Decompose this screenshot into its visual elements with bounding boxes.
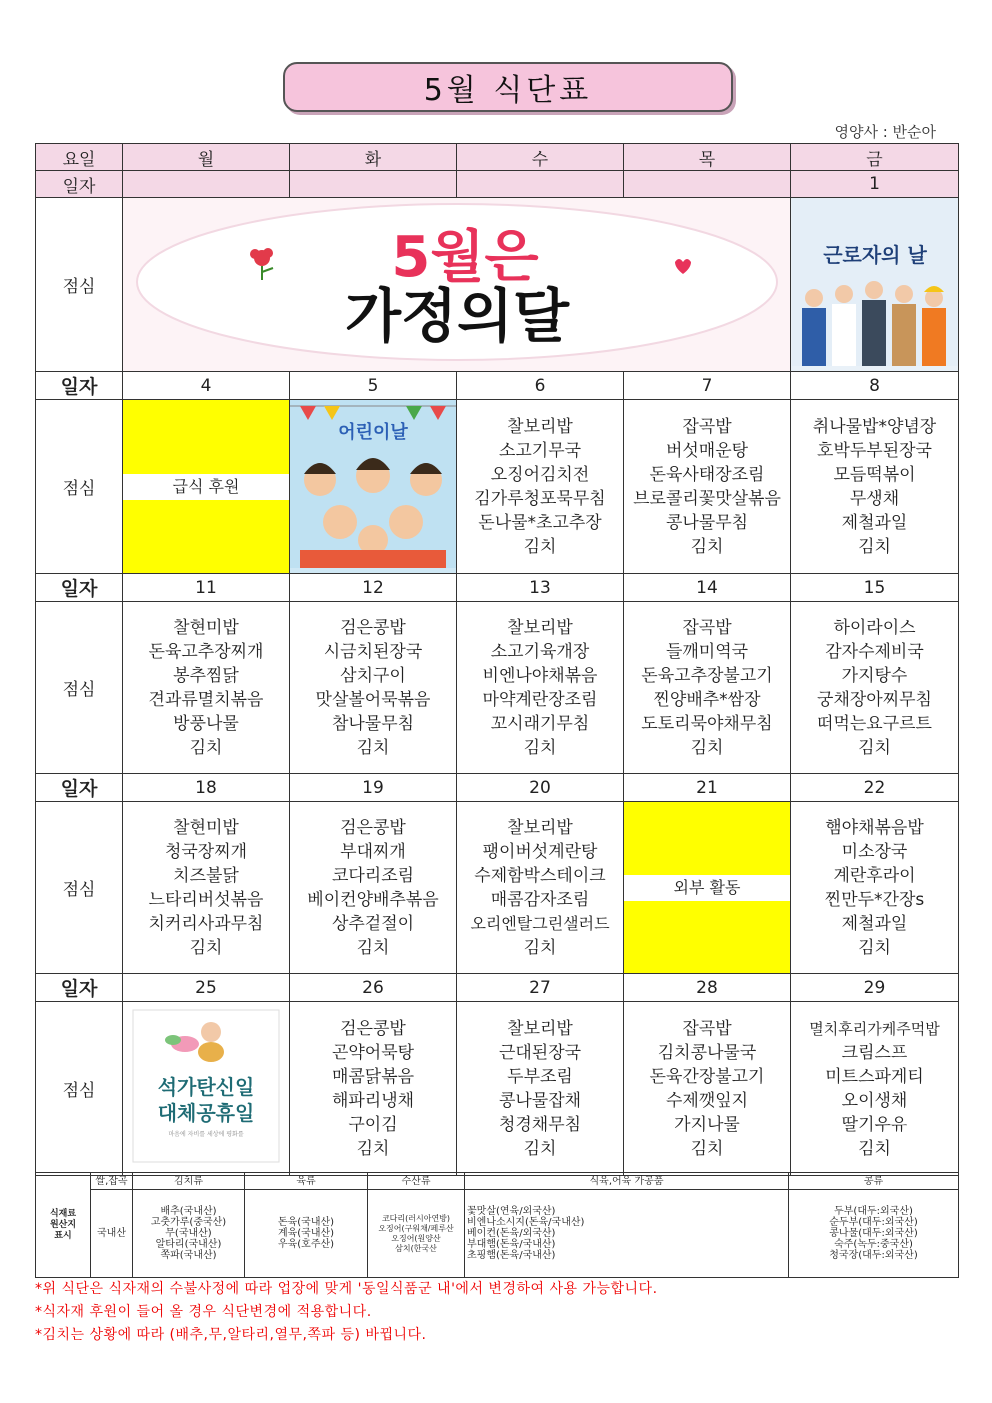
menu-item: 김치콩나물국 bbox=[657, 1042, 757, 1063]
date-label: 일자 bbox=[36, 974, 123, 1002]
date-cell: 25 bbox=[123, 974, 290, 1002]
sponsor-event-label: 급식 후원 bbox=[123, 474, 289, 500]
menu-item: 방풍나물 bbox=[173, 713, 239, 734]
menu-item: 찰보리밥 bbox=[507, 416, 573, 437]
date-cell: 27 bbox=[457, 974, 624, 1002]
family-month-banner bbox=[123, 198, 791, 372]
menu-item: 찰보리밥 bbox=[507, 817, 573, 838]
menu-item: 수제함박스테이크 bbox=[474, 865, 606, 886]
date-cell: 4 bbox=[123, 372, 290, 400]
origin-item: 배추(국내산) bbox=[160, 1206, 217, 1217]
menu-item: 잡곡밥 bbox=[682, 1018, 732, 1039]
menu-cell-fri-8 bbox=[791, 400, 959, 574]
menu-item: 딸기우유 bbox=[841, 1114, 908, 1135]
menu-item: 오징어김치전 bbox=[490, 464, 590, 485]
menu-item: 취나물밥*양념장 bbox=[812, 416, 937, 437]
date-label: 일자 bbox=[36, 372, 123, 400]
lunch-label: 점심 bbox=[36, 802, 123, 974]
origin-item: 베이컨(돈육/외국산) bbox=[467, 1228, 556, 1239]
date-row-week4 bbox=[36, 774, 959, 802]
menu-item: 곤약어묵탕 bbox=[331, 1042, 415, 1063]
menu-item: 느타리버섯볶음 bbox=[148, 889, 264, 910]
menu-item: 검은콩밥 bbox=[340, 1018, 406, 1039]
menu-item: 부대찌개 bbox=[340, 841, 406, 862]
weekday-header-row bbox=[36, 144, 959, 171]
lunch-row-week5 bbox=[36, 1002, 959, 1176]
menu-item: 김치 bbox=[356, 937, 390, 958]
menu-item: 치커리사과무침 bbox=[148, 913, 264, 934]
weekday-wed: 수 bbox=[457, 144, 624, 171]
menu-item: 잡곡밥 bbox=[682, 416, 732, 437]
date-row-week3 bbox=[36, 574, 959, 602]
menu-item: 검은콩밥 bbox=[340, 617, 406, 638]
menu-cell-tue-19 bbox=[290, 802, 457, 974]
origin-item: 삼치(한국산 bbox=[395, 1243, 437, 1253]
labor-day-illustration bbox=[792, 198, 958, 366]
origin-item: 계육(국내산) bbox=[277, 1228, 335, 1239]
menu-item: 제철과일 bbox=[841, 913, 908, 934]
menu-cell-thu-7 bbox=[624, 400, 791, 574]
date-row-week2 bbox=[36, 372, 959, 400]
buddha-event-line1: 석가탄신일 bbox=[157, 1075, 255, 1099]
menu-item: 소고기육개장 bbox=[490, 641, 590, 662]
menu-item: 햄야채볶음밥 bbox=[825, 817, 924, 838]
menu-item: 김치 bbox=[690, 536, 724, 557]
date-row-week5 bbox=[36, 974, 959, 1002]
date-cell: 26 bbox=[290, 974, 457, 1002]
origin-item: 고춧가루(중국산) bbox=[150, 1217, 227, 1228]
date-cell: 29 bbox=[791, 974, 959, 1002]
buddha-event-sub: 마음에 자비를 세상에 평화를 bbox=[168, 1131, 244, 1138]
date-cell bbox=[290, 171, 457, 198]
menu-item: 비엔나야채볶음 bbox=[482, 665, 598, 686]
weekday-mon: 월 bbox=[123, 144, 290, 171]
origin-item: 두부(대두:외국산) bbox=[834, 1206, 913, 1217]
date-cell: 14 bbox=[624, 574, 791, 602]
origin-header: 김치류 bbox=[133, 1173, 245, 1190]
weekday-fri: 금 bbox=[791, 144, 959, 171]
buddha-event-line2: 대체공휴일 bbox=[157, 1101, 255, 1125]
menu-item: 김치 bbox=[690, 1138, 724, 1159]
date-cell: 1 bbox=[791, 171, 959, 198]
menu-item: 삼치구이 bbox=[340, 665, 406, 686]
menu-item: 돈육고추장불고기 bbox=[641, 665, 773, 686]
menu-cell-thu-14 bbox=[624, 602, 791, 774]
menu-item: 코다리조림 bbox=[331, 865, 415, 886]
origin-header-row bbox=[36, 1173, 959, 1190]
menu-item: 청국장찌개 bbox=[164, 841, 248, 862]
menu-item: 해파리냉채 bbox=[331, 1090, 415, 1111]
menu-item: 김치 bbox=[356, 737, 390, 758]
date-cell bbox=[123, 171, 290, 198]
date-cell: 8 bbox=[791, 372, 959, 400]
weekday-tue: 화 bbox=[290, 144, 457, 171]
buddha-birthday-illustration bbox=[123, 1002, 289, 1170]
origin-beans bbox=[789, 1190, 959, 1278]
menu-cell-wed-20 bbox=[457, 802, 624, 974]
menu-item: 찰보리밥 bbox=[507, 1018, 573, 1039]
menu-item: 매콤닭볶음 bbox=[331, 1066, 415, 1087]
menu-item: 김가루청포묵무침 bbox=[474, 488, 606, 509]
menu-item: 오이생채 bbox=[841, 1090, 908, 1111]
outing-event-cell bbox=[624, 802, 791, 974]
menu-item: 김치 bbox=[356, 1138, 390, 1159]
menu-item: 구이김 bbox=[348, 1114, 398, 1135]
origin-label-line: 표시 bbox=[54, 1230, 72, 1241]
family-month-illustration bbox=[127, 198, 787, 366]
labor-day-title: 근로자의 날 bbox=[822, 243, 927, 267]
menu-item: 제철과일 bbox=[841, 512, 908, 533]
menu-item: 찐양배추*쌈장 bbox=[653, 689, 761, 710]
outing-event-label: 외부 활동 bbox=[624, 875, 790, 901]
origin-processed bbox=[465, 1190, 789, 1278]
lunch-label: 점심 bbox=[36, 400, 123, 574]
menu-item: 김치 bbox=[189, 737, 223, 758]
date-cell bbox=[457, 171, 624, 198]
menu-item: 미트스파게티 bbox=[825, 1066, 924, 1087]
date-cell: 15 bbox=[791, 574, 959, 602]
menu-item: 잡곡밥 bbox=[682, 617, 732, 638]
origin-rice: 국내산 bbox=[91, 1190, 133, 1278]
footnotes bbox=[35, 1278, 658, 1347]
origin-table bbox=[35, 1172, 959, 1278]
origin-item: 우육(호주산) bbox=[277, 1239, 335, 1250]
menu-item: 콩나물잡채 bbox=[498, 1090, 582, 1111]
menu-item: 맛살볼어묵볶음 bbox=[315, 689, 431, 710]
lunch-row-week1 bbox=[36, 198, 959, 372]
menu-item: 마약계란장조림 bbox=[482, 689, 598, 710]
menu-item: 김치 bbox=[858, 737, 891, 758]
date-cell: 19 bbox=[290, 774, 457, 802]
menu-item: 찰보리밥 bbox=[507, 617, 573, 638]
buddha-birthday-card bbox=[123, 1002, 290, 1176]
footnote: *식자재 후원이 들어 올 경우 식단변경에 적용합니다. bbox=[35, 1304, 372, 1320]
lunch-row-week2 bbox=[36, 400, 959, 574]
origin-item: 순두부(대두:외국산) bbox=[829, 1217, 918, 1228]
menu-table bbox=[35, 143, 959, 1176]
menu-item: 꼬시래기무침 bbox=[490, 713, 590, 734]
origin-data-row bbox=[36, 1190, 959, 1278]
origin-label-line: 식재료 bbox=[49, 1208, 77, 1219]
menu-cell-tue-12 bbox=[290, 602, 457, 774]
page-title: 5월 식단표 bbox=[283, 62, 733, 112]
menu-item: 브로콜리꽃맛살볶음 bbox=[633, 488, 781, 509]
menu-item: 시금치된장국 bbox=[323, 641, 423, 662]
date-cell: 7 bbox=[624, 372, 791, 400]
menu-item: 김치 bbox=[523, 536, 557, 557]
date-label: 일자 bbox=[36, 574, 123, 602]
menu-item: 가지탕수 bbox=[841, 665, 908, 686]
origin-item: 콩나물(대두:외국산) bbox=[829, 1228, 918, 1239]
menu-item: 상추겉절이 bbox=[331, 913, 415, 934]
menu-cell-fri-15 bbox=[791, 602, 959, 774]
menu-cell-mon-18 bbox=[123, 802, 290, 974]
origin-item: 오징어(구워채/페루산 bbox=[378, 1223, 454, 1233]
menu-item: 김치 bbox=[858, 1138, 891, 1159]
menu-item: 모듬떡볶이 bbox=[833, 464, 916, 485]
menu-item: 김치 bbox=[858, 536, 891, 557]
date-cell bbox=[624, 171, 791, 198]
menu-item: 김치 bbox=[189, 937, 223, 958]
menu-item: 찰현미밥 bbox=[173, 617, 239, 638]
menu-item: 돈나물*초고추장 bbox=[478, 512, 602, 533]
date-label: 일자 bbox=[36, 774, 123, 802]
menu-item: 돈육사태장조림 bbox=[649, 464, 765, 485]
date-cell: 22 bbox=[791, 774, 959, 802]
origin-label bbox=[36, 1173, 91, 1278]
lunch-label: 점심 bbox=[36, 198, 123, 372]
date-cell: 6 bbox=[457, 372, 624, 400]
origin-item: 꽃맛살(연육/외국산) bbox=[467, 1206, 556, 1217]
weekday-label: 요일 bbox=[36, 144, 123, 171]
origin-header: 식육,어육 가공품 bbox=[465, 1173, 789, 1190]
origin-item: 오징어(원양산 bbox=[391, 1233, 441, 1243]
menu-item: 견과류멸치볶음 bbox=[148, 689, 264, 710]
footnote: *김치는 상황에 따라 (배추,무,알타리,열무,쪽파 등) 바뀝니다. bbox=[35, 1327, 427, 1343]
origin-item: 비엔나소시지(돈육/국내산) bbox=[467, 1217, 585, 1228]
menu-item: 도토리묵야채무침 bbox=[641, 713, 773, 734]
origin-label-line: 원산지 bbox=[49, 1219, 77, 1230]
banner-line1: 5월은 bbox=[390, 225, 539, 290]
origin-header: 수산류 bbox=[368, 1173, 465, 1190]
menu-item: 감자수제비국 bbox=[825, 641, 924, 662]
banner-line2: 가정의달 bbox=[344, 282, 569, 350]
menu-item: 돈육고추장찌개 bbox=[148, 641, 264, 662]
menu-item: 찐만두*간장s bbox=[824, 889, 925, 910]
origin-header: 콩류 bbox=[789, 1173, 959, 1190]
origin-header: 쌀,잡곡 bbox=[91, 1173, 133, 1190]
menu-item: 궁채장아찌무침 bbox=[817, 689, 932, 710]
childrens-day-card bbox=[290, 400, 457, 574]
origin-kimchi bbox=[133, 1190, 245, 1278]
origin-item: 청국장(대두:외국산) bbox=[829, 1250, 918, 1261]
menu-item: 김치 bbox=[690, 737, 724, 758]
origin-header: 육류 bbox=[245, 1173, 368, 1190]
origin-item: 알타리(국내산) bbox=[155, 1239, 222, 1250]
lunch-row-week4 bbox=[36, 802, 959, 974]
date-row-week1 bbox=[36, 171, 959, 198]
origin-item: 코다리(러시아연방) bbox=[381, 1213, 451, 1223]
menu-item: 봉추찜닭 bbox=[173, 665, 239, 686]
date-cell: 20 bbox=[457, 774, 624, 802]
menu-item: 크림스프 bbox=[841, 1042, 908, 1063]
menu-item: 오리엔탈그린샐러드 bbox=[470, 913, 610, 933]
date-cell: 28 bbox=[624, 974, 791, 1002]
menu-item: 팽이버섯계란탕 bbox=[482, 841, 598, 862]
menu-item: 떠먹는요구르트 bbox=[817, 713, 932, 734]
menu-item: 호박두부된장국 bbox=[817, 440, 932, 461]
menu-item: 버섯매운탕 bbox=[665, 440, 749, 461]
childrens-day-title: 어린이날 bbox=[338, 422, 408, 443]
childrens-day-illustration bbox=[290, 400, 456, 568]
origin-meat bbox=[245, 1190, 368, 1278]
origin-item: 부대햄(돈육/국내산) bbox=[467, 1239, 556, 1250]
menu-cell-wed-27 bbox=[457, 1002, 624, 1176]
menu-item: 콩나물무침 bbox=[665, 512, 749, 533]
menu-item: 하이라이스 bbox=[833, 617, 916, 638]
nutritionist: 영양사 : 반순아 bbox=[834, 123, 936, 141]
menu-item: 소고기무국 bbox=[498, 440, 582, 461]
footnote: *위 식단은 식자재의 수불사정에 따라 업장에 맞게 '동일식품군 내'에서 변경하여 사용 가능합니다. bbox=[35, 1281, 658, 1297]
date-cell: 18 bbox=[123, 774, 290, 802]
menu-cell-tue-26 bbox=[290, 1002, 457, 1176]
menu-item: 김치 bbox=[523, 937, 557, 958]
menu-item: 들깨미역국 bbox=[665, 641, 749, 662]
menu-cell-mon-11 bbox=[123, 602, 290, 774]
sponsor-event-cell bbox=[123, 400, 290, 574]
menu-item: 돈육간장불고기 bbox=[649, 1066, 765, 1087]
menu-item: 찰현미밥 bbox=[173, 817, 239, 838]
menu-item: 가지나물 bbox=[674, 1114, 740, 1135]
lunch-label: 점심 bbox=[36, 1002, 123, 1176]
menu-item: 미소장국 bbox=[841, 841, 908, 862]
menu-item: 멸치후리가케주먹밥 bbox=[809, 1019, 940, 1038]
date-cell: 5 bbox=[290, 372, 457, 400]
origin-item: 숙주(녹두:중국산) bbox=[834, 1239, 913, 1250]
date-cell: 12 bbox=[290, 574, 457, 602]
menu-item: 베이컨양배추볶음 bbox=[307, 889, 439, 910]
date-cell: 21 bbox=[624, 774, 791, 802]
menu-item: 검은콩밥 bbox=[340, 817, 406, 838]
menu-item: 두부조림 bbox=[507, 1066, 573, 1087]
origin-item: 무(국내산) bbox=[165, 1228, 212, 1239]
origin-item: 초핑햄(돈육/국내산) bbox=[467, 1250, 556, 1261]
origin-seafood bbox=[368, 1190, 465, 1278]
menu-item: 참나물무침 bbox=[331, 713, 415, 734]
menu-item: 김치 bbox=[858, 937, 891, 958]
menu-cell-thu-28 bbox=[624, 1002, 791, 1176]
lunch-label: 점심 bbox=[36, 602, 123, 774]
date-cell: 11 bbox=[123, 574, 290, 602]
menu-cell-fri-29 bbox=[791, 1002, 959, 1176]
weekday-thu: 목 bbox=[624, 144, 791, 171]
menu-item: 계란후라이 bbox=[833, 865, 916, 886]
menu-item: 매콤감자조림 bbox=[490, 889, 590, 910]
menu-item: 김치 bbox=[523, 737, 557, 758]
origin-item: 돈육(국내산) bbox=[277, 1217, 335, 1228]
menu-item: 무생채 bbox=[849, 488, 900, 509]
menu-item: 김치 bbox=[523, 1138, 557, 1159]
menu-cell-wed-13 bbox=[457, 602, 624, 774]
menu-item: 수제깻잎지 bbox=[665, 1090, 749, 1111]
lunch-row-week3 bbox=[36, 602, 959, 774]
menu-item: 근대된장국 bbox=[498, 1042, 582, 1063]
origin-item: 쪽파(국내산) bbox=[160, 1250, 217, 1261]
date-cell: 13 bbox=[457, 574, 624, 602]
labor-day-card bbox=[791, 198, 959, 372]
date-label: 일자 bbox=[36, 171, 123, 198]
menu-cell-fri-22 bbox=[791, 802, 959, 974]
menu-cell-wed-6 bbox=[457, 400, 624, 574]
menu-item: 치즈불닭 bbox=[173, 865, 239, 886]
menu-item: 청경채무침 bbox=[498, 1114, 582, 1135]
